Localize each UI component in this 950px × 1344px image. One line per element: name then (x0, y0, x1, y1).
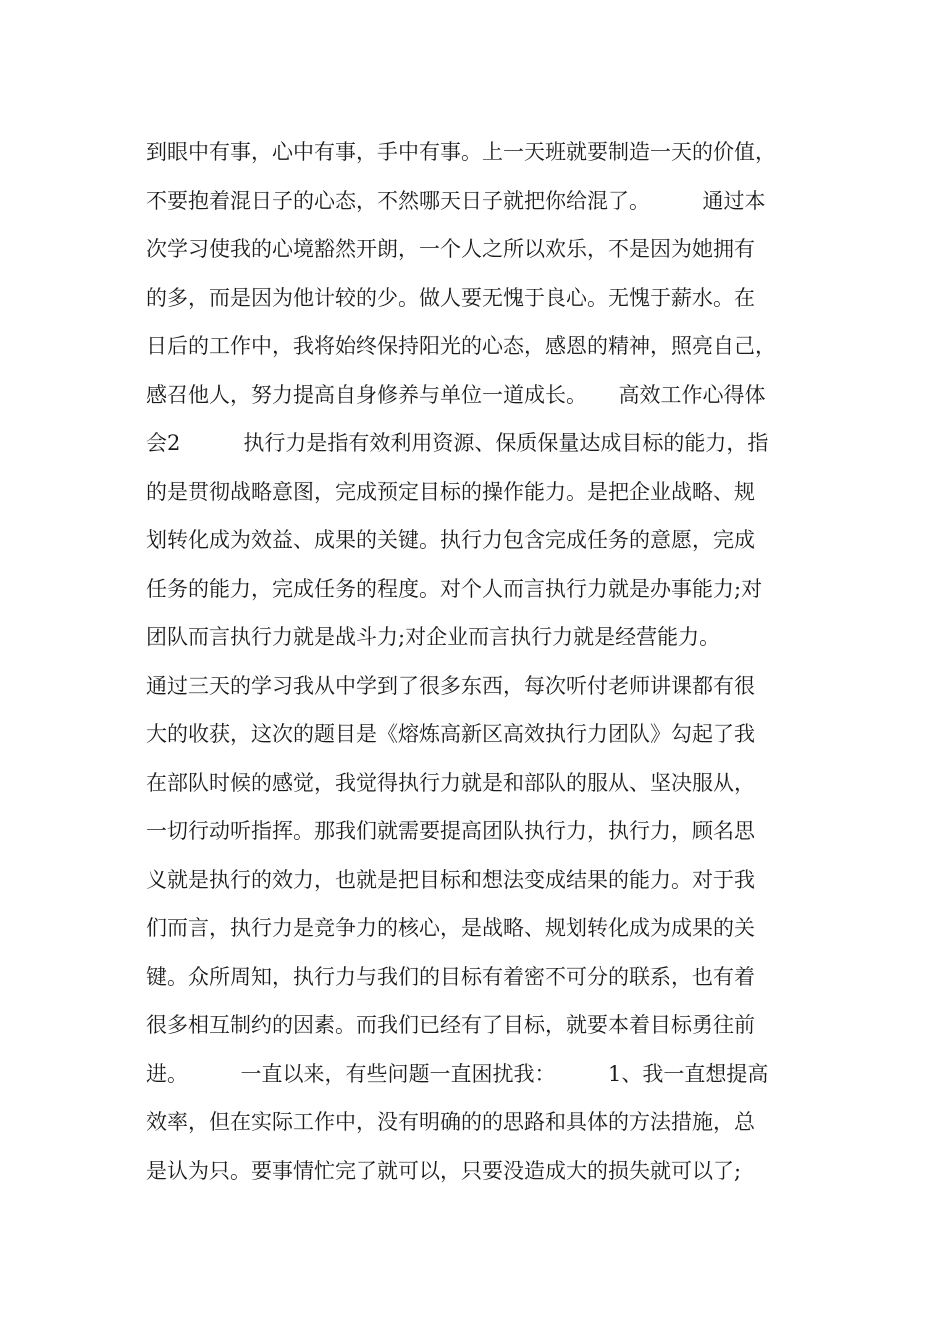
text-line: 任务的能力，完成任务的程度。对个人而言执行力就是办事能力;对 (146, 576, 763, 601)
text-line: 一切行动听指挥。那我们就需要提高团队执行力，执行力，顾名思 (146, 819, 755, 843)
text-line: 是认为只。要事情忙完了就可以，只要没造成大的损失就可以了; (146, 1158, 742, 1183)
body-text (146, 128, 816, 1195)
text-line: 的是贯彻战略意图，完成预定目标的操作能力。是把企业战略、规 (146, 479, 755, 504)
text-line: 会2 执行力是指有效利用资源、保质保量达成目标的能力，指 (146, 431, 769, 455)
text-line: 们而言，执行力是竞争力的核心，是战略、规划转化成为成果的关 (146, 916, 755, 940)
text-line: 很多相互制约的因素。而我们已经有了目标，就要本着目标勇往前 (146, 1013, 755, 1037)
text-line: 日后的工作中，我将始终保持阳光的心态，感恩的精神，照亮自己， (146, 334, 776, 358)
text-line: 键。众所周知，执行力与我们的目标有着密不可分的联系，也有着 (146, 964, 755, 989)
text-line: 到眼中有事，心中有事，手中有事。上一天班就要制造一天的价值， (146, 140, 776, 164)
text-line: 的多，而是因为他计较的少。做人要无愧于良心。无愧于薪水。在 (146, 285, 755, 310)
text-line: 不要抱着混日子的心态，不然哪天日子就把你给混了。 通过本 (146, 188, 766, 213)
text-line: 划转化成为效益、成果的关键。执行力包含完成任务的意愿，完成 (146, 528, 755, 552)
text-line: 次学习使我的心境豁然开朗，一个人之所以欢乐，不是因为她拥有 (146, 237, 755, 261)
text-line: 在部队时候的感觉，我觉得执行力就是和部队的服从、坚决服从， (146, 770, 755, 795)
text-line: 团队而言执行力就是战斗力;对企业而言执行力就是经营能力。 (146, 625, 721, 649)
text-line: 义就是执行的效力，也就是把目标和想法变成结果的能力。对于我 (146, 867, 755, 892)
text-line: 效率，但在实际工作中，没有明确的的思路和具体的方法措施，总 (146, 1110, 755, 1134)
text-line: 大的收获，这次的题目是《熔炼高新区高效执行力团队》勾起了我 (146, 722, 755, 746)
text-line: 感召他人，努力提高自身修养与单位一道成长。 高效工作心得体 (146, 382, 766, 407)
text-line: 通过三天的学习我从中学到了很多东西，每次听付老师讲课都有很 (146, 673, 755, 698)
text-line: 进。 一直以来，有些问题一直困扰我： 1、我一直想提高 (146, 1061, 769, 1086)
